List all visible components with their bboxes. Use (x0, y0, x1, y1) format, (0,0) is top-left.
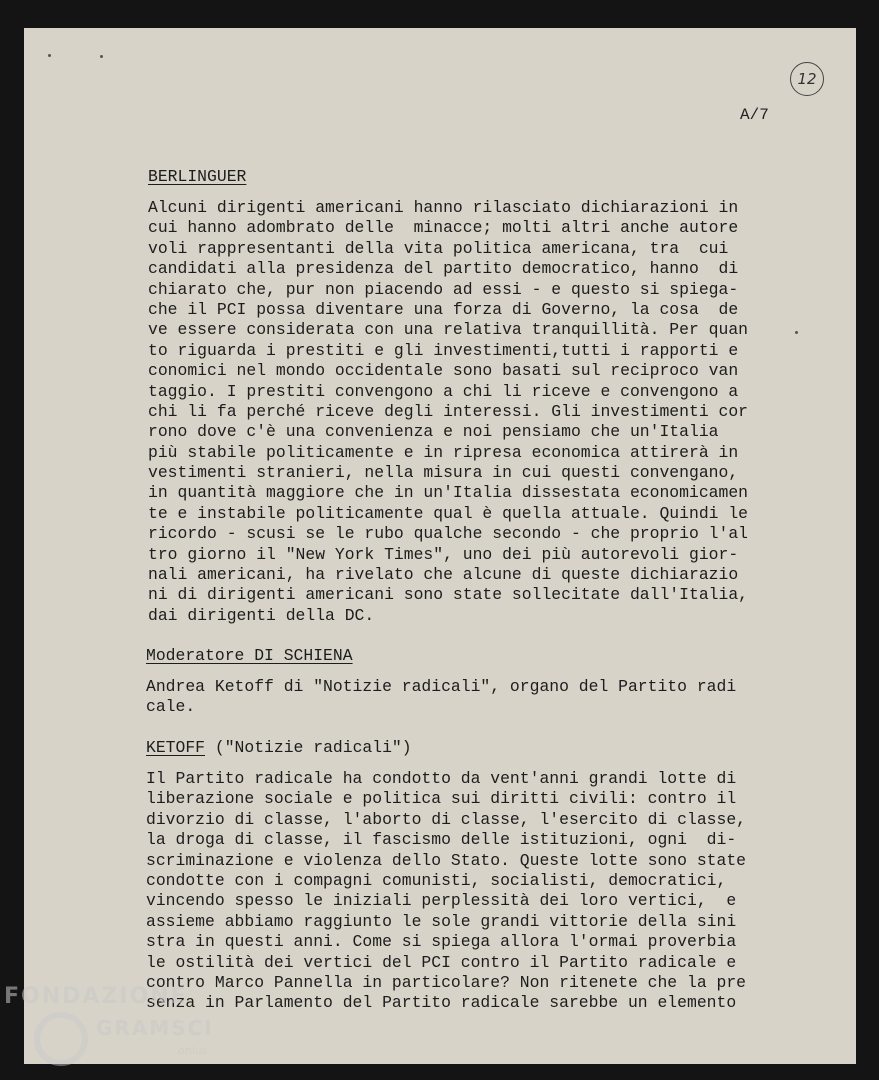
text-line: contro Marco Pannella in particolare? Non ritenete che la pre (146, 972, 746, 992)
text-line: liberazione sociale e politica sui diritti civili: contro il (146, 789, 737, 809)
text-line: condotte con i compagni comunisti, socialisti, democratici, (146, 870, 727, 890)
text-line: rono dove c'è una convenienza e noi pensiamo che un'Italia (148, 422, 719, 442)
text-line: cui hanno adombrato delle minacce; molti altri anche autore (148, 218, 739, 238)
paper-speck (48, 54, 51, 57)
paper-speck (100, 55, 103, 58)
watermark-logo-icon (34, 1012, 88, 1066)
circled-page-number: 12 (790, 62, 824, 96)
paragraph-moderatore (146, 677, 736, 718)
watermark-text-gramsci: GRAMSCI (96, 1016, 214, 1040)
text-line: nali americani, ha rivelato che alcune di queste dichiarazio (148, 565, 739, 585)
watermark-text: FONDAZIONE (4, 984, 188, 1009)
text-line: Il Partito radicale ha condotto da vent'anni grandi lotte di (146, 769, 737, 788)
text-line: cale. (146, 697, 196, 717)
speaker-name: KETOFF (146, 738, 206, 757)
text-line: tro giorno il "New York Times", uno dei più autorevoli gior- (148, 544, 739, 564)
text-line: chiarato che, pur non piacendo ad essi - e questo si spiega- (148, 279, 739, 299)
text-line: Andrea Ketoff di "Notizie radicali", organo del Partito radi (146, 677, 737, 696)
text-line: assieme abbiamo raggiunto le sole grandi vittorie della sini (146, 911, 737, 931)
watermark-text-onlus: onlus (178, 1044, 208, 1057)
speaker-heading-ketoff (146, 738, 412, 758)
paragraph-ketoff (146, 769, 746, 1014)
text-line: ve essere considerata con una relativa tranquillità. Per quan (148, 320, 748, 340)
text-line: stra in questi anni. Come si spiega allora l'ormai proverbia (146, 932, 737, 952)
paragraph-berlinguer (148, 198, 748, 626)
text-line: che il PCI possa diventare una forza di Governo, la cosa de (148, 299, 739, 319)
text-line: dai dirigenti della DC. (148, 605, 375, 625)
text-line: più stabile politicamente e in ripresa economica attirerà in (148, 442, 739, 462)
paper-speck (795, 331, 798, 334)
text-line: to riguarda i prestiti e gli investimenti,tutti i rapporti e (148, 340, 739, 360)
text-line: ricordo - scusi se le rubo qualche secondo - che proprio l'al (148, 524, 748, 544)
text-line: divorzio di classe, l'aborto di classe, l'esercito di classe, (146, 809, 746, 829)
speaker-heading-berlinguer: BERLINGUER (148, 167, 247, 186)
text-line: ni di dirigenti americani sono state sollecitate dall'Italia, (148, 585, 748, 605)
text-line: te e instabile politicamente qual è quella attuale. Quindi le (148, 503, 748, 523)
text-line: vestimenti stranieri, nella misura in cui questi convengano, (148, 463, 739, 483)
page-reference: A/7 (740, 106, 769, 124)
text-line: candidati alla presidenza del partito democratico, hanno di (148, 259, 739, 279)
text-line: le ostilità dei vertici del PCI contro il Partito radicale e (146, 952, 737, 972)
speaker-affiliation: ("Notizie radicali") (205, 738, 412, 757)
text-line: taggio. I prestiti convengono a chi li riceve e convengono a (148, 381, 739, 401)
text-line: conomici nel mondo occidentale sono basati sul reciproco van (148, 361, 739, 381)
speaker-heading-moderatore: Moderatore DI SCHIENA (146, 646, 353, 665)
text-line: chi li fa perché riceve degli interessi. Gli investimenti cor (148, 401, 748, 421)
text-line: senza in Parlamento del Partito radicale sarebbe un elemento (146, 993, 737, 1013)
text-line: vincendo spesso le iniziali perplessità dei loro vertici, e (146, 891, 737, 911)
text-line: Alcuni dirigenti americani hanno rilasciato dichiarazioni in (148, 198, 739, 217)
text-line: scriminazione e violenza dello Stato. Queste lotte sono state (146, 850, 746, 870)
text-line: la droga di classe, il fascismo delle istituzioni, ogni di- (146, 830, 737, 850)
text-line: voli rappresentanti della vita politica americana, tra cui (148, 238, 729, 258)
text-line: in quantità maggiore che in un'Italia dissestata economicamen (148, 483, 748, 503)
